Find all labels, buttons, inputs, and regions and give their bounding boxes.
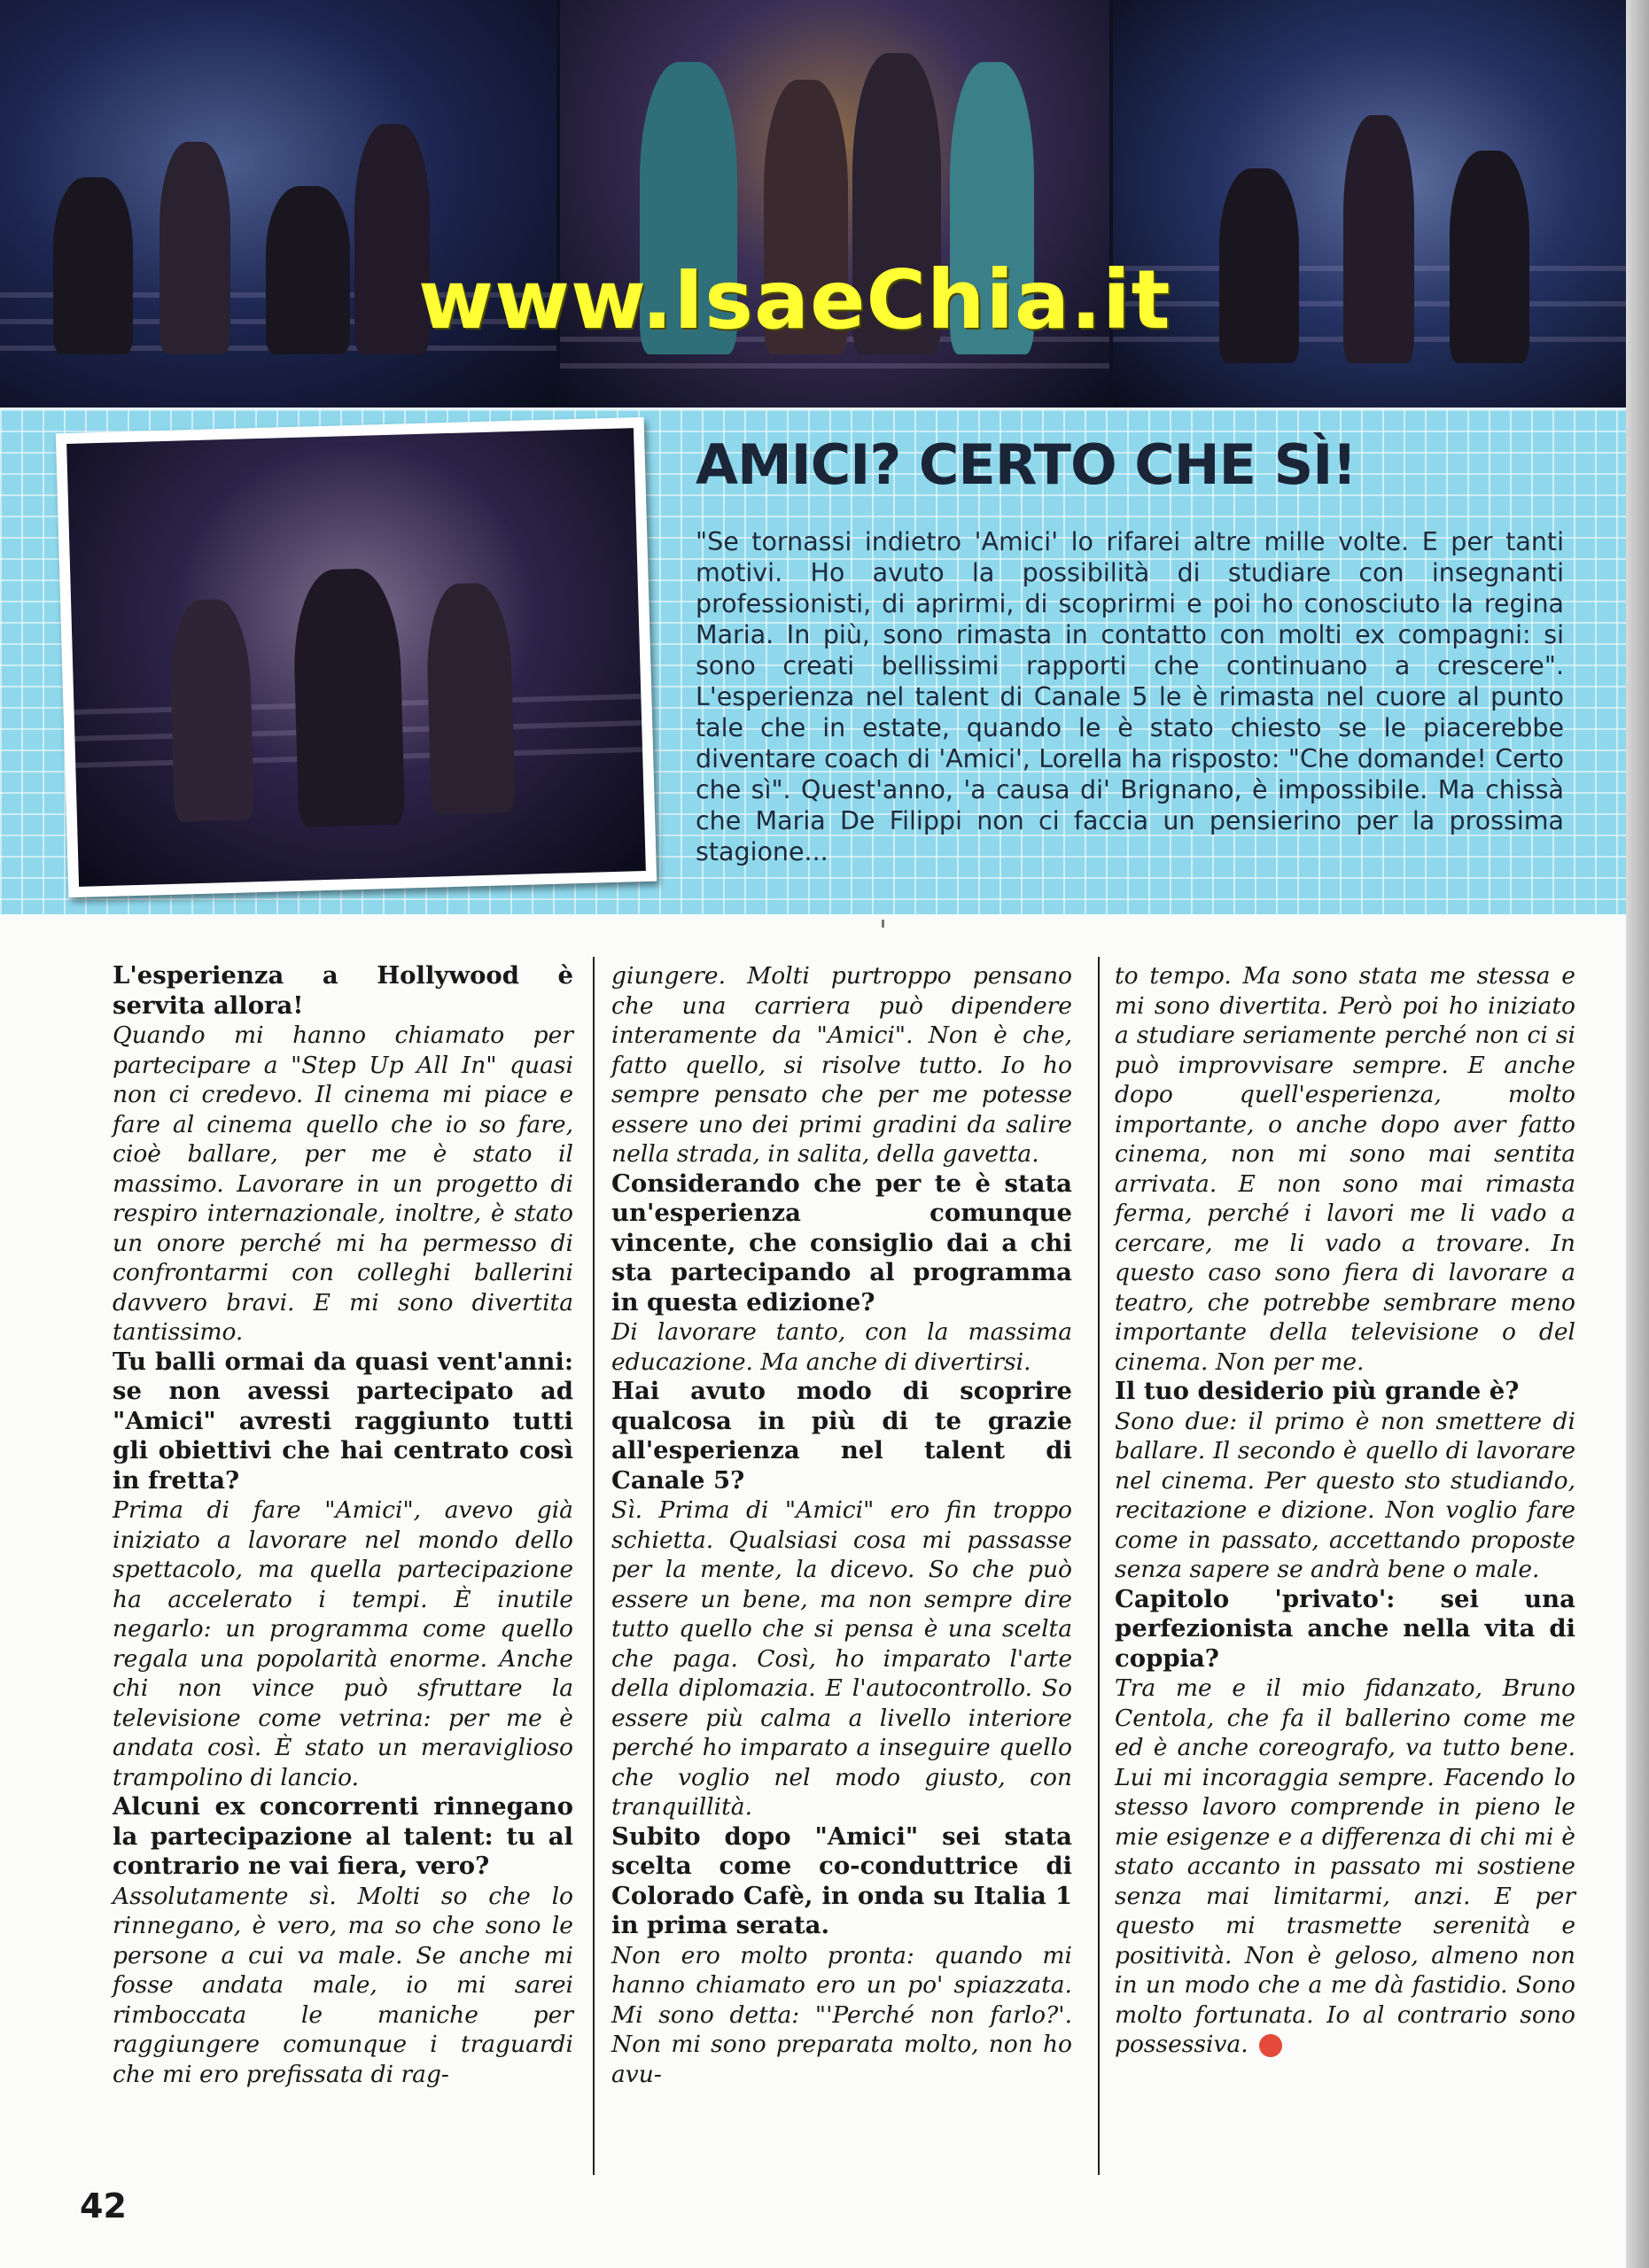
question-text: Considerando che per te è stata un'esperienza comunque vincente, che consiglio dai a chi sta partecipando al programma in questa edizione? [611,1169,1072,1317]
end-of-article-icon [1259,2034,1282,2057]
decorative-tick [882,920,884,928]
answer-text-final: Tra me e il mio fidanzato, Bruno Centola, che fa il ballerino come me ed è anche coreografo, va tutto bene. Lui mi incoraggia sempre. Facendo lo stesso lavoro comprende in pieno le mie esigenze e a differenza di chi mi è stato accanto in passato mi sostiene senza mai limitarmi, anzi. E per questo mi trasmette serenità e positività. Non è geloso, almeno non in un modo che a me dà fastidio. Sono molto fortunata. Io al contrario sono possessiva. [1115,1674,1575,2058]
question-text: Tu balli ormai da quasi vent'anni: se non avessi partecipato ad "Amici" avresti raggiunto tutti gli obiettivi che hai centrato così in fretta? [113,1347,573,1495]
watermark-text: www.IsaeChia.it [418,252,1171,347]
answer-text [1115,1674,1575,2060]
question-text: L'esperienza a Hollywood è servita allora! [113,961,573,1020]
page-spine-shadow [1626,0,1649,2268]
question-text: Subito dopo "Amici" sei stata scelta come co-conduttrice di Colorado Cafè, in onda su Italia 1 in prima serata. [611,1821,1072,1939]
inset-photo [56,417,657,897]
dance-photo-right [1113,0,1626,408]
answer-text: Sì. Prima di "Amici" ero fin troppo schietta. Qualsiasi cosa mi passasse per la mente, la dicevo. So che può essere un bene, ma non sempre dire tutto quello che si pensa è una scelta che paga. Così, ho imparato l'arte della diplomazia. E l'autocontrollo. So essere più calma a livello interiore perché ho imparato a inseguire quello che voglio nel modo giusto, con tranquillità. [611,1496,1072,1821]
answer-text: Prima di fare "Amici", avevo già iniziato a lavorare nel mondo dello spettacolo, ma quella partecipazione ha accelerato i tempi. È inutile negarlo: un programma come quello regala una popolarità enorme. Anche chi non vince può sfruttare la televisione come vetrina: per me è andata così. È stato un meraviglioso trampolino di lancio. [113,1496,573,1791]
article-column-3 [1115,961,1575,2060]
question-text: Capitolo 'privato': sei una perfezionista anche nella vita di coppia? [1115,1584,1575,1673]
answer-text: giungere. Molti purtroppo pensano che una carriera può dipendere interamente da "Amici". Non è che, fatto quello, si risolve tutto. Io ho sempre pensato che per me potesse essere uno dei primi gradini da salire nella strada, in salita, della gavetta. [611,962,1072,1168]
answer-text: Quando mi hanno chiamato per partecipare a "Step Up All In" quasi non ci credevo. Il cinema mi piace e fare al cinema quello che io so fare, cioè ballare, per me è stato il massimo. Lavorare in un progetto di respiro internazionale, inoltre, è stato un onore perché mi ha permesso di confrontarmi con colleghi ballerini davvero bravi. E mi sono divertita tantissimo. [113,1021,573,1346]
article-column-2 [611,961,1072,2089]
column-divider [593,957,595,2175]
question-text: Hai avuto modo di scoprire qualcosa in più di te grazie all'esperienza nel talent di Canale 5? [611,1377,1072,1495]
question-text: Alcuni ex concorrenti rinnegano la partecipazione al talent: tu al contrario ne vai fiera, vero? [113,1792,573,1880]
box-text: "Se tornassi indietro 'Amici' lo rifarei altre mille volte. E per tanti motivi. Ho avuto la possibilità di studiare con insegnanti professionisti, di aprirmi, di scoprirmi e poi ho conosciuto la regina Maria. In più, sono rimasta in contatto con molti ex compagni: si sono creati bellissimi rapporti che continuano a crescere". L'esperienza nel talent di Canale 5 le è rimasta nel cuore al punto tale che in estate, quando le è stato chiesto se le piacerebbe diventare coach di 'Amici', Lorella ha risposto: "Che domande! Certo che sì". Quest'anno, 'a causa di' Brignano, è impossibile. Ma chissà che Maria De Filippi non ci faccia un pensierino per la prossima stagione... [696,527,1564,866]
article-column-1 [113,961,573,2089]
answer-text: to tempo. Ma sono stata me stessa e mi sono divertita. Però poi ho iniziato a studiare seriamente perché non ci si può improvvisare sempre. E anche dopo quell'esperienza, molto importante, o anche dopo aver fatto cinema, non mi sono mai sentita arrivata. E non sono mai rimasta ferma, perché i lavori me li vado a cercare, me li vado a trovare. In questo caso sono fiera di lavorare a teatro, che potrebbe sembrare meno importante della televisione o del cinema. Non per me. [1115,962,1575,1376]
question-text: Il tuo desiderio più grande è? [1115,1377,1520,1405]
answer-text: Sono due: il primo è non smettere di ballare. Il secondo è quello di lavorare nel cinema. Per questo sto studiando, recitazione e dizione. Non voglio fare come in passato, accettando proposte senza sapere se andrà bene o male. [1115,1407,1575,1583]
column-divider [1098,957,1100,2175]
page-number: 42 [80,2186,127,2225]
answer-text: Assolutamente sì. Molti so che lo rinnegano, è vero, ma so che sono le persone a cui va male. Se anche mi fosse andata male, io mi sarei rimboccata le maniche per raggiungere comunque i traguardi che mi ero prefissata di rag- [113,1882,573,2088]
answer-text: Di lavorare tanto, con la massima educazione. Ma anche di divertirsi. [611,1318,1072,1376]
box-title: AMICI? CERTO CHE SÌ! [696,432,1357,497]
answer-text: Non ero molto pronta: quando mi hanno chiamato ero un po' spiazzata. Mi sono detta: "'Perché non farlo?'. Non mi sono preparata molto, non ho avu- [611,1941,1072,2088]
